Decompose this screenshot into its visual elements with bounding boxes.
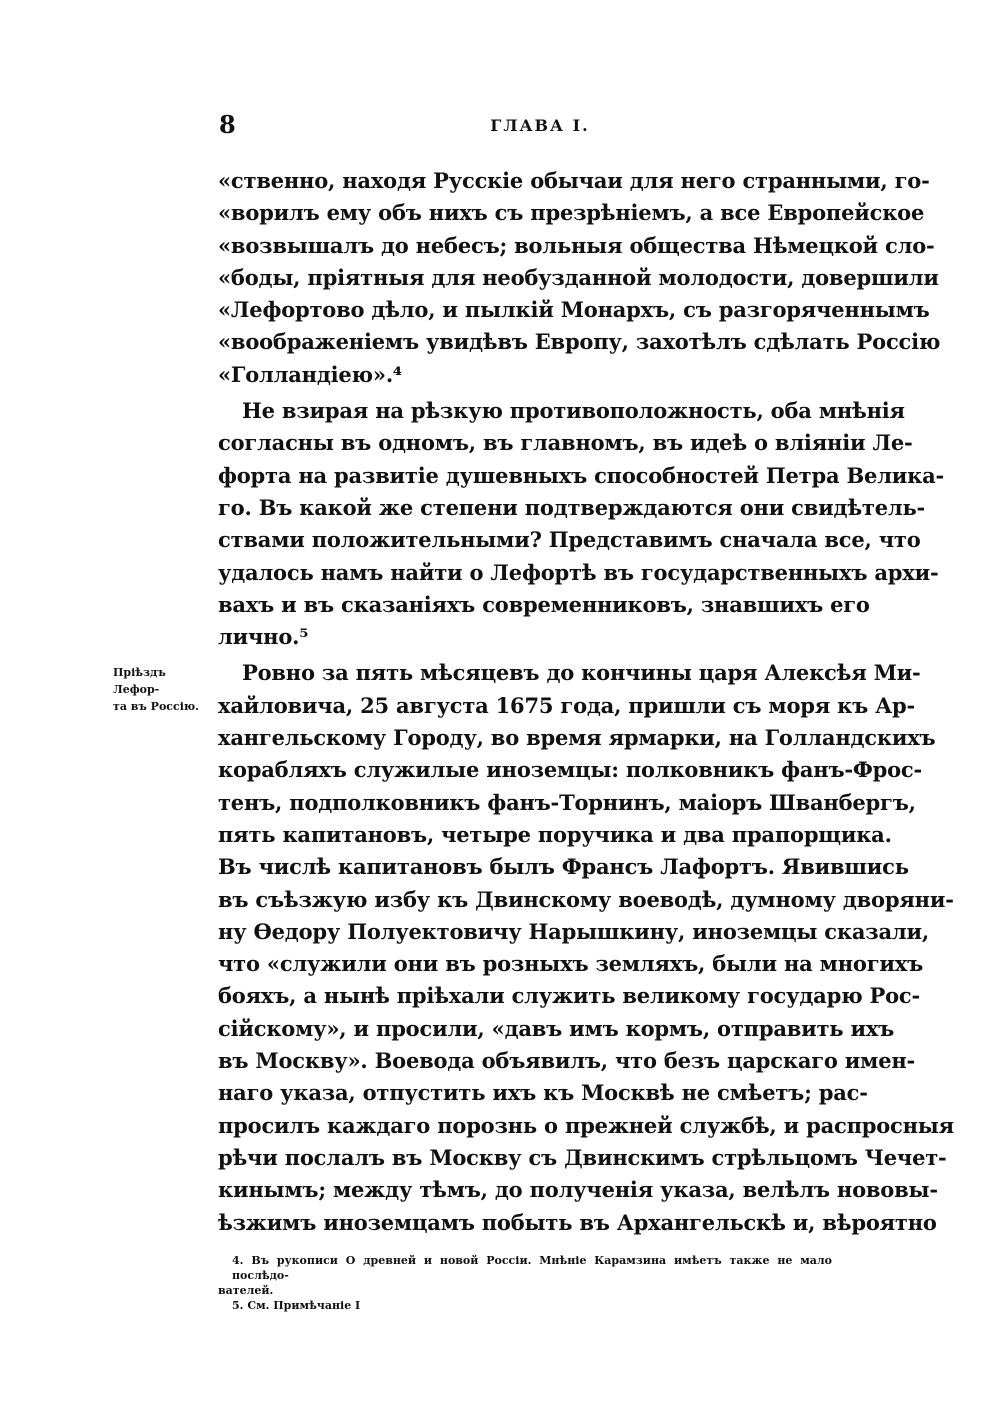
margin-note-line: та въ Россію. xyxy=(113,700,199,713)
text-line: «Голландіею».⁴ xyxy=(218,361,402,387)
text-line: «возвышалъ до небесъ; вольныя общества Нѣмецкой сло- xyxy=(218,232,935,258)
text-line: ѣзжимъ иноземцамъ побыть въ Архангельскѣ и, вѣроятно xyxy=(218,1209,937,1235)
text-line: пять капитановъ, четыре поручика и два прапорщика. xyxy=(218,821,892,847)
text-line: «боды, пріятныя для необузданной молодости, довершили xyxy=(218,264,939,290)
text-line: въ съѣзжую избу къ Двинскому воеводѣ, думному дворяни- xyxy=(218,886,954,912)
text-line: ну Ѳедору Полуектовичу Нарышкину, иноземцы сказали, xyxy=(218,918,929,944)
footnote-4-continued: вателей. xyxy=(218,1284,274,1297)
body-text xyxy=(218,165,954,1239)
text-line: удалось намъ найти о Лефортѣ въ государственныхъ архи- xyxy=(218,559,939,585)
text-line: тенъ, подполковникъ фанъ-Торнинъ, маіоръ Шванбергъ, xyxy=(218,789,916,815)
text-line: наго указа, отпустить ихъ къ Москвѣ не смѣетъ; рас- xyxy=(218,1080,868,1106)
text-line: хайловича, 25 августа 1675 года, пришли съ моря къ Ар- xyxy=(218,692,916,718)
page-number: 8 xyxy=(219,110,236,139)
text-line: согласны въ одномъ, въ главномъ, въ идеѣ о вліяніи Ле- xyxy=(218,430,913,456)
text-line: что «служили они въ розныхъ земляхъ, были на многихъ xyxy=(218,951,923,977)
footnotes xyxy=(218,1253,832,1313)
text-line: Ровно за пять мѣсяцевъ до кончины царя Алексѣя Ми- xyxy=(242,660,921,686)
text-line: «Лефортово дѣло, и пылкій Монархъ, съ разгоряченнымъ xyxy=(218,297,930,323)
text-line: вахъ и въ сказаніяхъ современниковъ, знавшихъ его xyxy=(218,591,870,617)
paragraph xyxy=(218,165,941,391)
running-head: ГЛАВА I. xyxy=(490,116,590,135)
margin-note-line: Пріѣздъ Лефор- xyxy=(113,666,166,696)
text-line: просилъ каждаго порознь о прежней службѣ, и распросныя xyxy=(218,1112,954,1138)
text-line: корабляхъ служилые иноземцы: полковникъ фанъ-Фрос- xyxy=(218,757,923,783)
margin-note xyxy=(113,664,213,715)
text-line: сійскому», и просили, «давъ имъ кормъ, отправить ихъ xyxy=(218,1015,895,1041)
text-line: рѣчи послалъ въ Москву съ Двинскимъ стрѣльцомъ Чечет- xyxy=(218,1144,947,1170)
footnote-5: 5. См. Примѣчаніе I xyxy=(232,1299,361,1312)
paragraph xyxy=(218,395,945,653)
text-line: го. Въ какой же степени подтверждаются они свидѣтель- xyxy=(218,494,926,520)
text-line: хангельскому Городу, во время ярмарки, на Голландскихъ xyxy=(218,725,936,751)
paragraph xyxy=(218,657,954,1238)
text-line: Не взирая на рѣзкую противоположность, оба мнѣнія xyxy=(242,398,905,424)
text-line: Въ числѣ капитановъ былъ Франсъ Лафортъ. Явившись xyxy=(218,854,909,880)
text-line: лично.⁵ xyxy=(218,624,309,650)
text-line: кинымъ; между тѣмъ, до полученія указа, велѣлъ нововы- xyxy=(218,1177,938,1203)
footnote-4: 4. Въ рукописи О древней и новой Россіи. Мнѣніе Карамзина имѣетъ также не мало послѣдо- xyxy=(232,1254,832,1282)
text-line: «ственно, находя Русскіе обычаи для него странными, го- xyxy=(218,168,930,193)
text-line: ствами положительными? Представимъ сначала все, что xyxy=(218,527,921,553)
text-line: «ворилъ ему объ нихъ съ презрѣніемъ, а все Европейское xyxy=(218,200,925,226)
text-line: «воображеніемъ увидѣвъ Европу, захотѣлъ сдѣлать Россію xyxy=(218,329,941,355)
text-line: бояхъ, а нынѣ пріѣхали служить великому государю Рос- xyxy=(218,983,921,1009)
text-line: форта на развитіе душевныхъ способностей Петра Велика- xyxy=(218,462,945,488)
text-line: въ Москву». Воевода объявилъ, что безъ царскаго имен- xyxy=(218,1048,916,1074)
